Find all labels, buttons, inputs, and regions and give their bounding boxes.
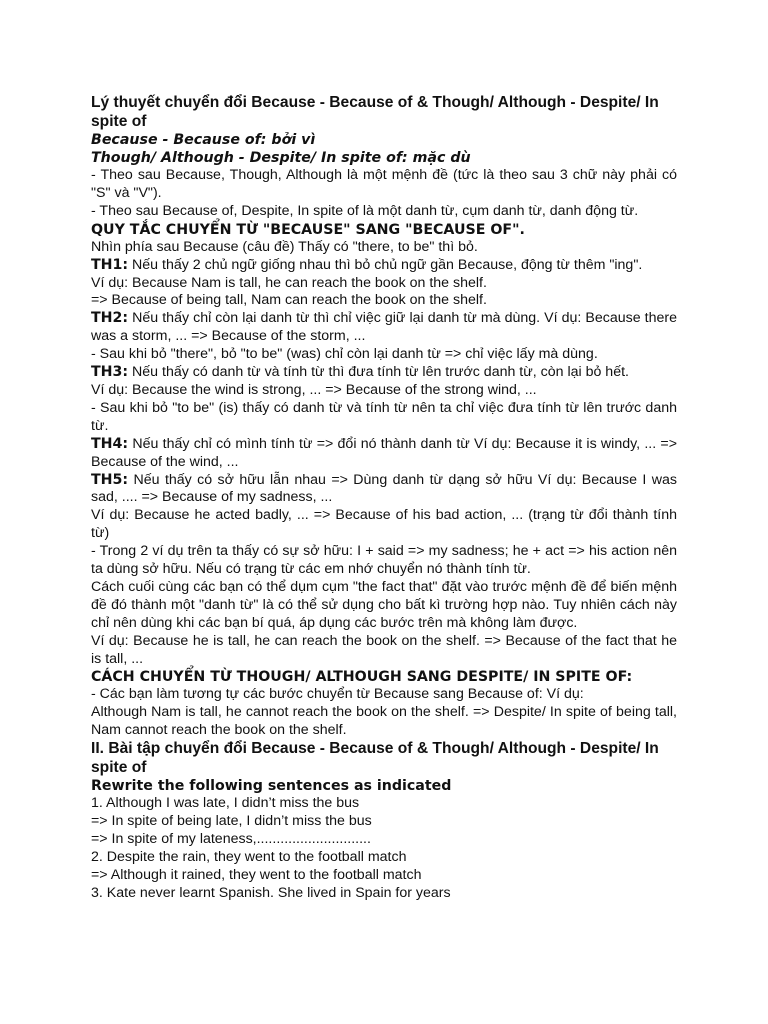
document-title: Lý thuyết chuyển đổi Because - Because of & Though/ Although - Despite/ In spite of — [91, 94, 659, 130]
case-text: Nếu thấy có danh từ và tính từ thì đưa tính từ lên trước danh từ, còn lại bỏ hết. — [128, 364, 629, 381]
section-heading-though: CÁCH CHUYỂN TỪ THOUGH/ ALTHOUGH SANG DESPITE/ IN SPITE OF: — [91, 669, 633, 686]
document-body — [91, 94, 677, 903]
paragraph: Cách cuối cùng các bạn có thể dụm cụm "the fact that" đặt vào trước mệnh đề để biến mệnh đề đó thành một "danh từ" là có thể sử dụng cho bất kì trường hợp nào. Tuy nhiên cách này chỉ nên dùng khi các bạn bí quá, áp dụng các bước trên mà không làm được. — [91, 578, 677, 631]
case-text: Nếu thấy có sở hữu lẫn nhau => Dùng danh từ dạng sở hữu Ví dụ: Because I was sad, .... => Because of my sadness, ... — [91, 471, 677, 506]
exercise-item: 2. Despite the rain, they went to the football match — [91, 848, 407, 865]
paragraph: Although Nam is tall, he cannot reach the book on the shelf. => Despite/ In spite of being tall, Nam cannot reach the book on the shelf. — [91, 704, 677, 739]
case-th5 — [91, 472, 677, 508]
example-line: => Because of being tall, Nam can reach the book on the shelf. — [91, 292, 487, 309]
exercise-item: 1. Although I was late, I didn’t miss the bus — [91, 795, 360, 812]
paragraph: - Theo sau Because, Though, Although là một mệnh đề (tức là theo sau 3 chữ này phải có "S" và "V"). — [91, 167, 677, 201]
paragraph: Nhìn phía sau Because (câu đề) Thấy có "there, to be" thì bỏ. — [91, 238, 478, 255]
exercise-answer: => In spite of being late, I didn’t miss the bus — [91, 813, 372, 830]
exercise-section-title: II. Bài tập chuyển đổi Because - Because of & Though/ Although - Despite/ In spite of — [91, 740, 659, 776]
exercise-answer: => Although it rained, they went to the football match — [91, 866, 422, 883]
case-label: TH2: — [91, 310, 129, 327]
case-label: TH4: — [91, 435, 129, 452]
note-line: - Sau khi bỏ "to be" (is) thấy có danh từ và tính từ nên ta chỉ việc đưa tính từ lên trước danh từ. — [91, 399, 677, 434]
case-label: TH5: — [91, 471, 129, 488]
case-text: Nếu thấy chỉ có mình tính từ => đổi nó thành danh từ Ví dụ: Because it is windy, ... => Because of the wind, ... — [91, 435, 677, 470]
example-line: Ví dụ: Because the wind is strong, ... => Because of the strong wind, ... — [91, 381, 537, 398]
case-th2 — [91, 310, 677, 346]
example-line: Ví dụ: Because he is tall, he can reach the book on the shelf. => Because of the fact that he is tall, ... — [91, 632, 677, 667]
case-label: TH3: — [91, 364, 129, 381]
exercise-answer: => In spite of my lateness,............................. — [91, 831, 371, 847]
case-label: TH1: — [91, 256, 129, 273]
note-line: - Trong 2 ví dụ trên ta thấy có sự sở hữu: I + said => my sadness; he + act => his action nên ta dùng sở hữu. Nếu có trạng từ các em nhớ chuyển nó thành tính từ. — [91, 543, 677, 578]
exercise-item: 3. Kate never learnt Spanish. She lived in Spain for years — [91, 884, 451, 901]
subtitle-though: Though/ Although - Despite/ In spite of: mặc dù — [91, 150, 471, 166]
paragraph: - Các bạn làm tương tự các bước chuyển từ Because sang Because of: Ví dụ: — [91, 686, 584, 703]
paragraph: - Theo sau Because of, Despite, In spite of là một danh từ, cụm danh từ, danh động từ. — [91, 202, 639, 219]
example-line: Ví dụ: Because he acted badly, ... => Because of his bad action, ... (trạng từ đổi thành tính từ) — [91, 507, 677, 542]
case-th4 — [91, 436, 677, 472]
case-text: Nếu thấy chỉ còn lại danh từ thì chỉ việc giữ lại danh từ mà dùng. Ví dụ: Because there was a storm, ... => Because of the storm, ... — [91, 310, 677, 345]
example-line: Ví dụ: Because Nam is tall, he can reach the book on the shelf. — [91, 274, 487, 291]
case-th1 — [91, 257, 677, 275]
note-line: - Sau khi bỏ "there", bỏ "to be" (was) chỉ còn lại danh từ => chỉ việc lấy mà dùng. — [91, 346, 598, 363]
section-heading-because: QUY TẮC CHUYỂN TỪ "BECAUSE" SANG "BECAUSE OF". — [91, 221, 525, 238]
subtitle-because: Because - Because of: bởi vì — [91, 132, 316, 148]
exercise-instruction: Rewrite the following sentences as indicated — [91, 778, 452, 795]
case-text: Nếu thấy 2 chủ ngữ giống nhau thì bỏ chủ ngữ gần Because, động từ thêm "ing". — [128, 256, 643, 273]
case-th3 — [91, 364, 677, 382]
